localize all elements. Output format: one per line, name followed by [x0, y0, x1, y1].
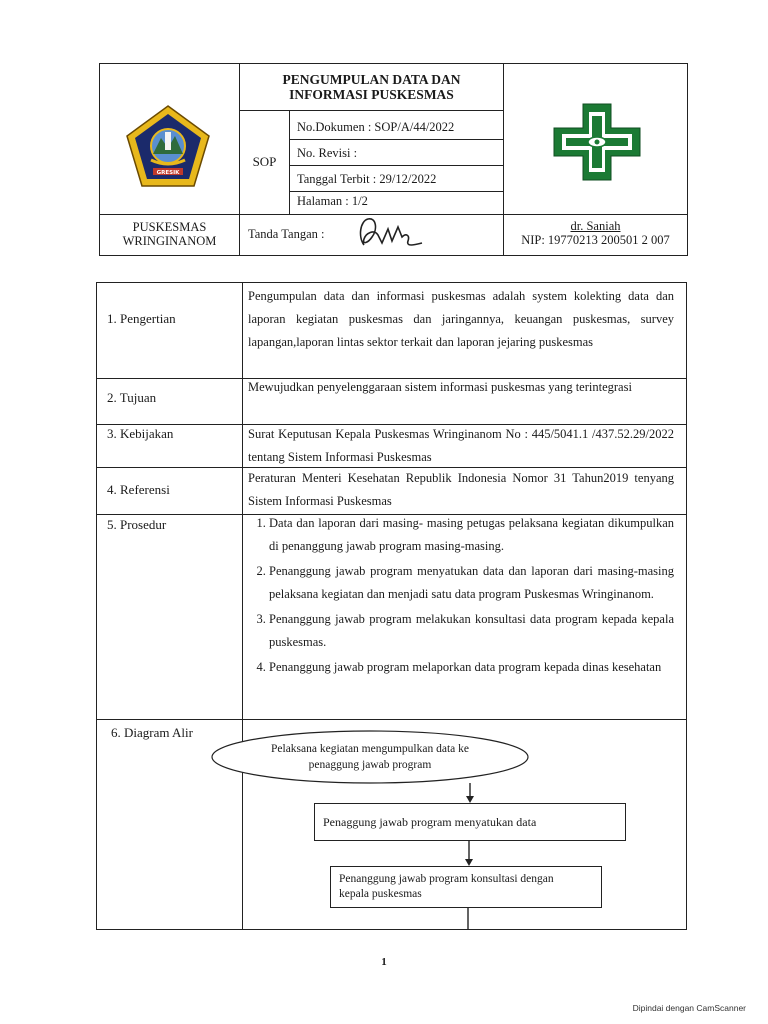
page-number: 1 [381, 956, 387, 968]
section-text-referensi: Peraturan Menteri Kesehatan Republik Indonesia Nomor 31 Tahun2019 tenyang Sistem Informasi Puskesmas [248, 471, 674, 508]
gresik-regency-logo [123, 102, 213, 192]
signature-label: Tanda Tangan : [248, 227, 325, 241]
node-3-line-1: Penanggung jawab program konsultasi dengan [339, 873, 554, 885]
organization-name [100, 214, 240, 255]
title-line-1: PENGUMPULAN DATA DAN [282, 72, 461, 87]
page-count: Halaman : 1/2 [297, 194, 368, 208]
section-text-tujuan: Mewujudkan penyelenggaraan sistem informasi puskesmas yang terintegrasi [248, 380, 632, 394]
node-1-line-1: Pelaksana kegiatan mengumpulkan data ke [271, 743, 469, 755]
section-text-pengertian: Pengumpulan data dan informasi puskesmas adalah system kolekting data dan laporan kegiatan puskesmas dan jaringannya, keuangan puskesmas, survey lapangan,laporan lintas sektor terkait dan laporan jejaring puskesmas [248, 289, 674, 349]
issue-date: Tanggal Terbit : 29/12/2022 [290, 166, 503, 192]
node-1-line-2: penaggung jawab program [308, 759, 432, 771]
svg-text:GRESIK: GRESIK [156, 170, 180, 176]
flowchart-node-1-text [247, 741, 493, 773]
regency-logo-cell [100, 64, 240, 214]
title-line-2: INFORMASI PUSKESMAS [289, 87, 454, 102]
arrow-head [465, 859, 473, 866]
sop-content-table [96, 282, 687, 930]
officer-name: dr. Saniah [570, 219, 621, 233]
flowchart-node-2: Penaggung jawab program menyatukan data [314, 803, 626, 841]
section-label-prosedur: 5. Prosedur [107, 517, 167, 532]
procedure-step: 1. Data dan laporan dari masing- masing petugas pelaksana kegiatan dikumpulkan di penanggung jawab program masing-masing. [269, 512, 674, 558]
health-cross-icon [548, 100, 646, 184]
officer-nip: NIP: 19770213 200501 2 007 [521, 233, 670, 247]
officer-info [503, 214, 687, 255]
document-title [240, 64, 503, 110]
revision-number: No. Revisi : [290, 140, 503, 166]
sop-label: SOP [240, 110, 290, 214]
signature-field [240, 214, 503, 255]
flowchart-node-3 [330, 866, 602, 908]
procedure-step: 3. Penanggung jawab program melakukan konsultasi data program kepada kepala puskesmas. [269, 608, 674, 654]
org-line-2: WRINGINANOM [122, 234, 217, 248]
section-label-kebijakan: 3. Kebijakan [107, 426, 174, 441]
scanner-watermark: Dipindai dengan CamScanner [632, 1003, 746, 1013]
procedure-step: 4. Penanggung jawab program melaporkan data program kepada dinas kesehatan [269, 656, 674, 679]
signature-image [352, 215, 432, 251]
node-3-line-2: kepala puskesmas [339, 888, 422, 900]
health-cross-logo-cell [503, 64, 687, 214]
arrow-head [466, 796, 474, 803]
org-line-1: PUSKESMAS [132, 220, 207, 234]
procedure-step: 2. Penanggung jawab program menyatukan data dan laporan dari masing-masing pelaksana kegiatan dan menjadi satu data program Puskesmas Wringinanom. [269, 560, 674, 606]
sop-header-table [99, 63, 688, 256]
document-number: No.Dokumen : SOP/A/44/2022 [290, 114, 503, 140]
section-label-diagram: 6. Diagram Alir [111, 725, 193, 740]
section-text-kebijakan: Surat Keputusan Kepala Puskesmas Wringinanom No : 445/5041.1 /437.52.29/2022 tentang Sistem Informasi Puskesmas [248, 427, 674, 464]
section-label-referensi: 4. Referensi [107, 482, 170, 497]
section-label-tujuan: 2. Tujuan [107, 390, 157, 405]
section-label-pengertian: 1. Pengertian [107, 311, 176, 326]
